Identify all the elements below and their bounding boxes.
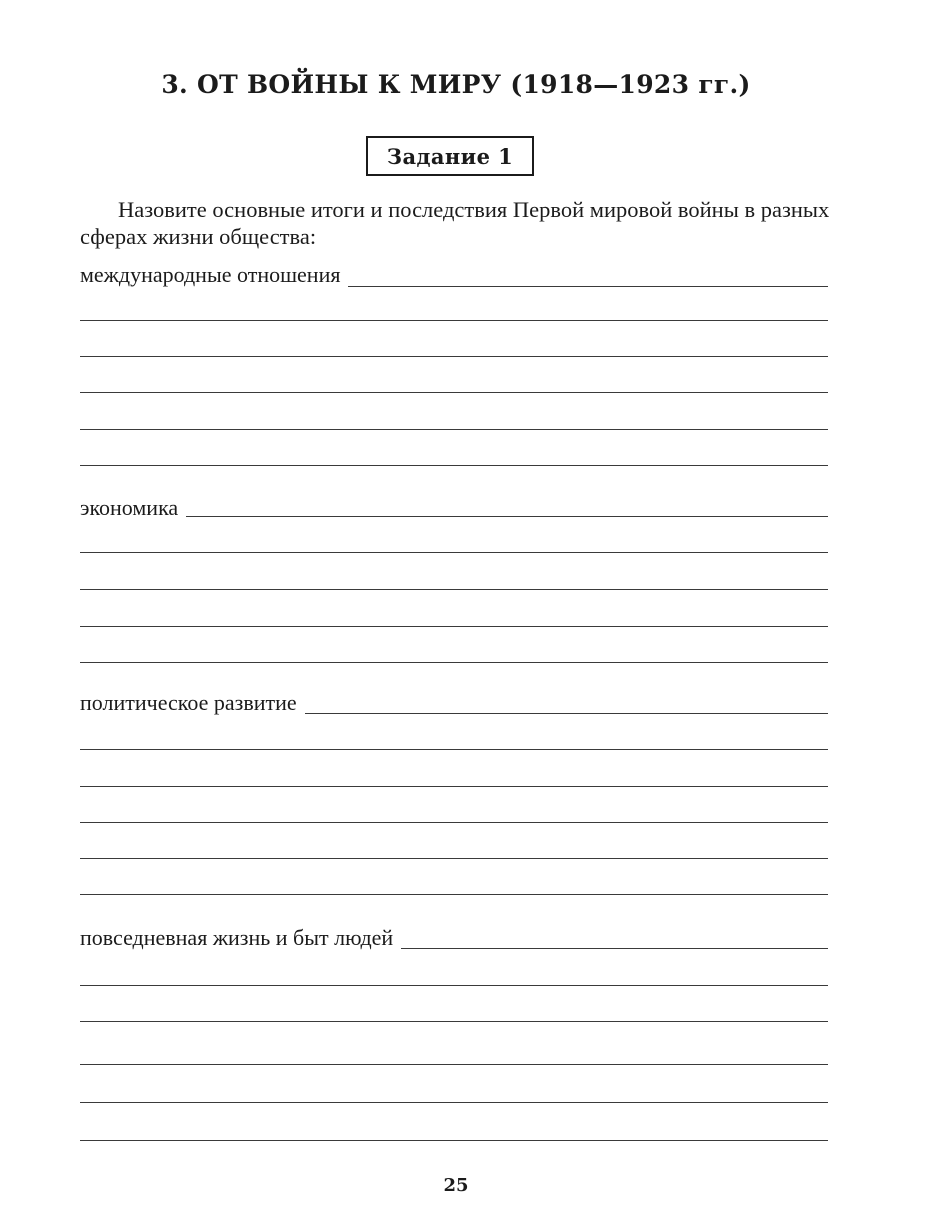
- answer-line[interactable]: [80, 465, 828, 466]
- section-label-international-relations: международные отношения: [80, 263, 348, 287]
- answer-line[interactable]: [80, 1102, 828, 1103]
- answer-line[interactable]: [80, 1140, 828, 1141]
- page-number: 25: [443, 1175, 469, 1196]
- section-label-everyday-life: повседневная жизнь и быт людей: [80, 926, 401, 950]
- task-heading: Задание 1: [386, 143, 514, 169]
- answer-line[interactable]: [80, 429, 828, 430]
- answer-line[interactable]: [80, 894, 828, 895]
- answer-line[interactable]: [80, 552, 828, 553]
- answer-line[interactable]: [80, 1021, 828, 1022]
- answer-line[interactable]: [80, 662, 828, 663]
- answer-line[interactable]: [80, 320, 828, 321]
- answer-line[interactable]: [80, 822, 828, 823]
- task-instructions: Назовите основные итоги и последствия Первой мировой войны в разных сферах жизни общества:: [80, 197, 830, 249]
- answer-line[interactable]: [80, 392, 828, 393]
- section-label-political-development: политическое развитие: [80, 691, 305, 715]
- chapter-title: 3. ОТ ВОЙНЫ К МИРУ (1918—1923 гг.): [161, 70, 751, 99]
- answer-line[interactable]: [80, 1064, 828, 1065]
- answer-line[interactable]: [80, 985, 828, 986]
- answer-line[interactable]: [80, 786, 828, 787]
- answer-line[interactable]: [80, 749, 828, 750]
- answer-line[interactable]: [80, 626, 828, 627]
- answer-line[interactable]: [80, 356, 828, 357]
- answer-line[interactable]: [80, 589, 828, 590]
- answer-line[interactable]: [80, 858, 828, 859]
- section-label-economy: экономика: [80, 496, 186, 520]
- task-heading-box: [366, 136, 534, 176]
- answer-line[interactable]: [80, 516, 828, 517]
